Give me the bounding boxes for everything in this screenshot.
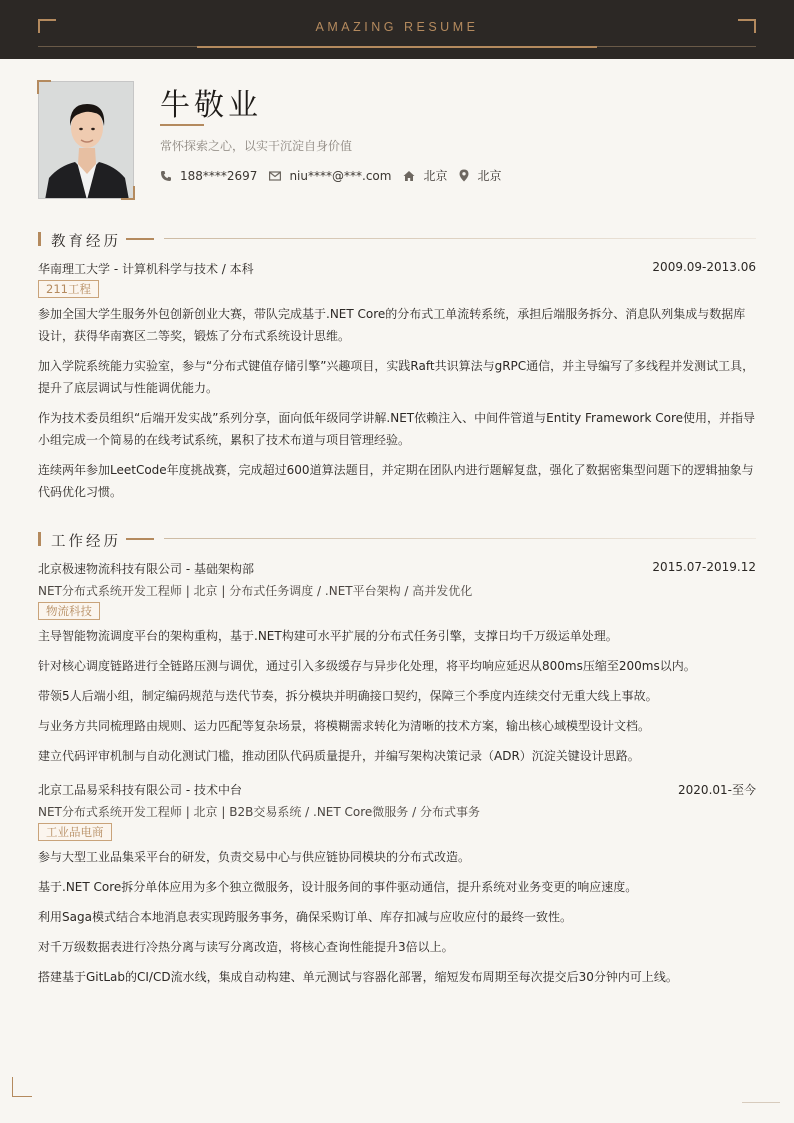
candidate-name: 牛敬业: [160, 88, 262, 123]
education-section-header: [38, 230, 756, 248]
job-item: 利用Saga模式结合本地消息表实现跨服务事务，确保采购订单、库存扣减与应收应付的最终一致性。: [38, 910, 572, 924]
section-dash: [126, 538, 154, 540]
name-underline: [160, 124, 204, 126]
profile-photo: [38, 81, 134, 199]
location-text: 北京: [477, 169, 502, 183]
job-item: 与业务方共同梳理路由规则、运力匹配等复杂场景，将模糊需求转化为清晰的技术方案，输出核心域模型设计文档。: [38, 719, 651, 733]
photo-corner-bottom-right: [121, 186, 135, 200]
job-item: 针对核心调度链路进行全链路压测与调优，通过引入多级缓存与异步化处理，将平均响应延迟从800ms压缩至200ms以内。: [38, 659, 696, 673]
job-company: 北京工品易采科技有限公司 - 技术中台: [38, 783, 242, 797]
job-date: 2020.01-至今: [678, 783, 756, 797]
contact-row: [160, 167, 513, 184]
work-section-title: 工作经历: [51, 534, 121, 550]
education-date: 2009.09-2013.06: [652, 260, 756, 274]
mail-icon: [269, 171, 281, 181]
contact-location: [459, 167, 501, 184]
footer-rule: [742, 1102, 780, 1103]
section-dash: [126, 238, 154, 240]
section-rule: [164, 238, 756, 239]
contact-phone: [160, 169, 257, 183]
phone-number: 188****2697: [180, 168, 258, 183]
header-banner: [0, 0, 794, 59]
email-address: niu****@***.com: [289, 168, 392, 183]
section-marker: [38, 532, 41, 546]
education-tag: 211工程: [38, 280, 99, 298]
job-item: 建立代码评审机制与自动化测试门槛，推动团队代码质量提升，并编写架构决策记录（ADR）沉淀关键设计思路。: [38, 749, 640, 763]
hometown-text: 北京: [423, 169, 448, 183]
job-company: 北京极速物流科技有限公司 - 基础架构部: [38, 562, 254, 576]
education-item: 连续两年参加LeetCode年度挑战赛，完成超过600道算法题目，并定期在团队内进行题解复盘，强化了数据密集型问题下的逻辑抽象与代码优化习惯。: [38, 463, 754, 499]
job-item: 主导智能物流调度平台的架构重构，基于.NET构建可水平扩展的分布式任务引擎，支撑日均千万级运单处理。: [38, 629, 618, 643]
location-pin-icon: [459, 169, 469, 182]
home-icon: [403, 170, 415, 182]
job-tag: 物流科技: [38, 602, 100, 620]
profile-photo-frame: [38, 81, 134, 199]
job-role: NET分布式系统开发工程师 | 北京 | 分布式任务调度 / .NET平台架构 / 高并发优化: [38, 584, 473, 598]
phone-icon: [160, 170, 172, 182]
job-date: 2015.07-2019.12: [652, 560, 756, 574]
section-rule: [164, 538, 756, 539]
footer-corner: [12, 1077, 32, 1097]
education-school: 华南理工大学 - 计算机科学与技术 / 本科: [38, 262, 254, 276]
job-item: 搭建基于GitLab的CI/CD流水线，集成自动构建、单元测试与容器化部署，缩短发布周期至每次提交后30分钟内可上线。: [38, 970, 678, 984]
contact-email: [269, 169, 391, 183]
education-item: 作为技术委员组织“后端开发实战”系列分享，面向低年级同学讲解.NET依赖注入、中间件管道与Entity Framework Core使用，并指导小组完成一个简易的在线考试系统，累积了技术布道与项目管理经验。: [38, 411, 756, 447]
job-item: 带领5人后端小组，制定编码规范与迭代节奏，拆分模块并明确接口契约，保障三个季度内连续交付无重大线上事故。: [38, 689, 658, 703]
education-item: 参加全国大学生服务外包创新创业大赛，带队完成基于.NET Core的分布式工单流转系统，承担后端服务拆分、消息队列集成与数据库设计，获得华南赛区二等奖，锻炼了分布式系统设计思维。: [38, 307, 746, 343]
banner-title: AMAZING RESUME: [315, 20, 479, 34]
job-item: 对千万级数据表进行冷热分离与读写分离改造，将核心查询性能提升3倍以上。: [38, 940, 454, 954]
job-item: 基于.NET Core拆分单体应用为多个独立微服务，设计服务间的事件驱动通信，提升系统对业务变更的响应速度。: [38, 880, 638, 894]
education-section-title: 教育经历: [51, 234, 121, 250]
banner-rule-accent: [197, 46, 597, 48]
work-section-header: [38, 530, 756, 548]
contact-hometown: [403, 167, 447, 184]
job-tag: 工业品电商: [38, 823, 112, 841]
photo-corner-top-left: [37, 80, 51, 94]
job-item: 参与大型工业品集采平台的研发，负责交易中心与供应链协同模块的分布式改造。: [38, 850, 471, 864]
portrait-image: [39, 82, 134, 199]
job-role: NET分布式系统开发工程师 | 北京 | B2B交易系统 / .NET Core微服务 / 分布式事务: [38, 805, 480, 819]
section-marker: [38, 232, 41, 246]
education-item: 加入学院系统能力实验室，参与“分布式键值存储引擎”兴趣项目，实践Raft共识算法与gRPC通信，并主导编写了多线程并发测试工具，提升了底层调试与性能调优能力。: [38, 359, 755, 395]
candidate-motto: 常怀探索之心，以实干沉淀自身价值: [160, 139, 353, 153]
